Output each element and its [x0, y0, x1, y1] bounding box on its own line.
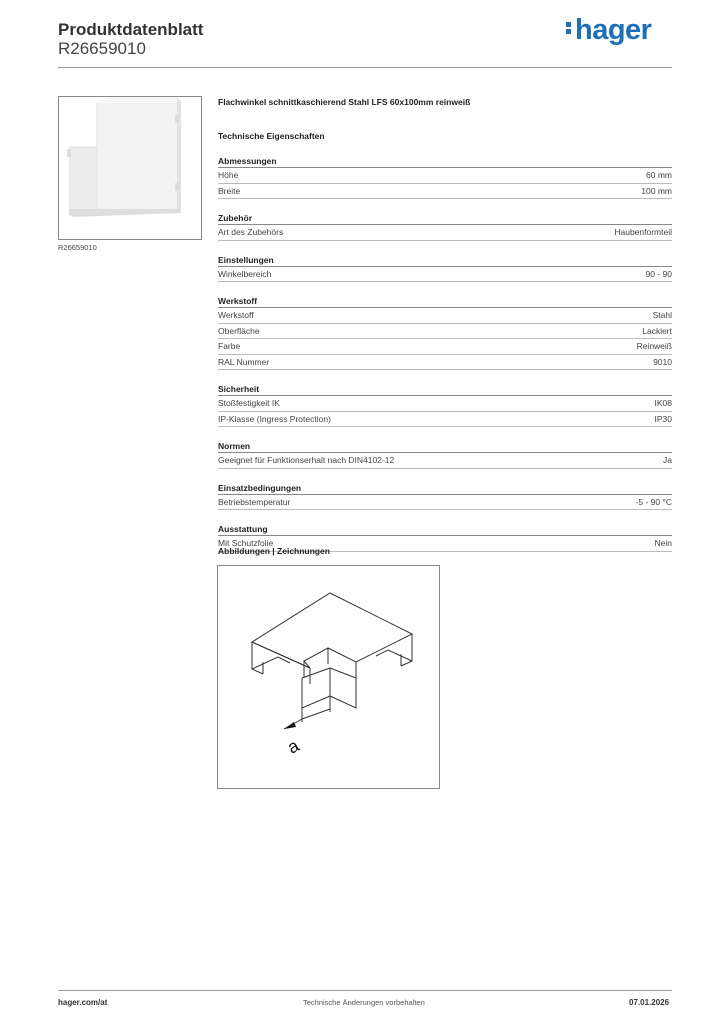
flat-angle-product-icon: [59, 97, 202, 240]
property-label: Stoßfestigkeit IK: [218, 398, 280, 408]
property-label: Mit Schutzfolie: [218, 538, 274, 548]
property-label: Werkstoff: [218, 310, 254, 320]
property-row: [218, 308, 672, 324]
technical-drawing: [217, 565, 440, 789]
footer-date: 07.01.2026: [629, 998, 670, 1007]
property-row: [218, 225, 672, 241]
property-value: 90 - 90: [645, 268, 672, 279]
property-value: 60 mm: [646, 170, 672, 180]
section-title: Werkstoff: [218, 296, 672, 308]
property-label: Breite: [218, 185, 241, 196]
drawings-heading: Abbildungen | Zeichnungen: [218, 546, 330, 556]
section-title: Zubehör: [218, 213, 672, 225]
section-abmessungen: [218, 156, 672, 199]
property-value: 9010: [653, 356, 672, 367]
product-code: R26659010: [58, 39, 146, 58]
logo-dots-icon: [566, 20, 572, 36]
section-einstellungen: [218, 255, 672, 283]
property-label: Höhe: [218, 170, 239, 180]
property-value: 100 mm: [641, 185, 672, 196]
property-value: Ja: [663, 455, 672, 465]
property-value: Haubenformteil: [614, 227, 672, 237]
property-label: RAL Nummer: [218, 356, 270, 367]
section-sicherheit: [218, 384, 672, 427]
property-row: [218, 396, 672, 412]
property-value: IP30: [654, 413, 672, 424]
hager-logo: [566, 14, 651, 47]
section-title: Abmessungen: [218, 156, 672, 168]
property-row: [218, 184, 672, 200]
property-row: [218, 339, 672, 355]
section-normen: [218, 441, 672, 469]
dimension-label: a: [284, 735, 303, 758]
section-title: Einstellungen: [218, 255, 672, 267]
property-value: IK08: [654, 398, 672, 408]
property-value: Lackiert: [642, 325, 672, 336]
property-row: [218, 495, 672, 511]
property-row: [218, 267, 672, 283]
property-row: [218, 168, 672, 184]
section-title: Einsatzbedingungen: [218, 483, 672, 495]
property-label: Art des Zubehörs: [218, 227, 284, 237]
property-row: [218, 324, 672, 340]
photo-caption: R26659010: [58, 243, 97, 252]
section-title: Sicherheit: [218, 384, 672, 396]
footer-divider: [58, 990, 672, 991]
section-title: Normen: [218, 441, 672, 453]
section-werkstoff: [218, 296, 672, 370]
logo-text: hager: [575, 14, 652, 46]
property-row: [218, 453, 672, 469]
product-photo: [58, 96, 202, 240]
flat-angle-drawing-icon: [218, 566, 439, 788]
section-title: Ausstattung: [218, 524, 672, 536]
header-divider: [58, 67, 672, 68]
section-zubehoer: [218, 213, 672, 241]
property-value: Stahl: [652, 310, 672, 320]
section-einsatzbedingungen: [218, 483, 672, 511]
property-label: Farbe: [218, 341, 241, 351]
property-row: [218, 355, 672, 371]
property-label: Betriebstemperatur: [218, 496, 291, 507]
footer-disclaimer: Technische Änderungen vorbehalten: [303, 998, 425, 1007]
property-label: Oberfläche: [218, 325, 260, 336]
page-title: Produktdatenblatt: [58, 20, 204, 39]
property-label: IP-Klasse (Ingress Protection): [218, 413, 331, 424]
properties-heading: Technische Eigenschaften: [218, 131, 325, 141]
property-value: -5 - 90 °C: [635, 496, 672, 507]
property-label: Winkelbereich: [218, 268, 272, 279]
properties-table: [218, 156, 672, 552]
property-row: [218, 412, 672, 428]
property-label: Geeignet für Funktionserhalt nach DIN4102-12: [218, 455, 395, 465]
footer-website-link[interactable]: hager.com/at: [58, 998, 108, 1007]
property-value: Reinweiß: [636, 341, 672, 351]
product-name: Flachwinkel schnittkaschierend Stahl LFS 60x100mm reinweiß: [218, 97, 471, 107]
property-value: Nein: [654, 538, 672, 548]
